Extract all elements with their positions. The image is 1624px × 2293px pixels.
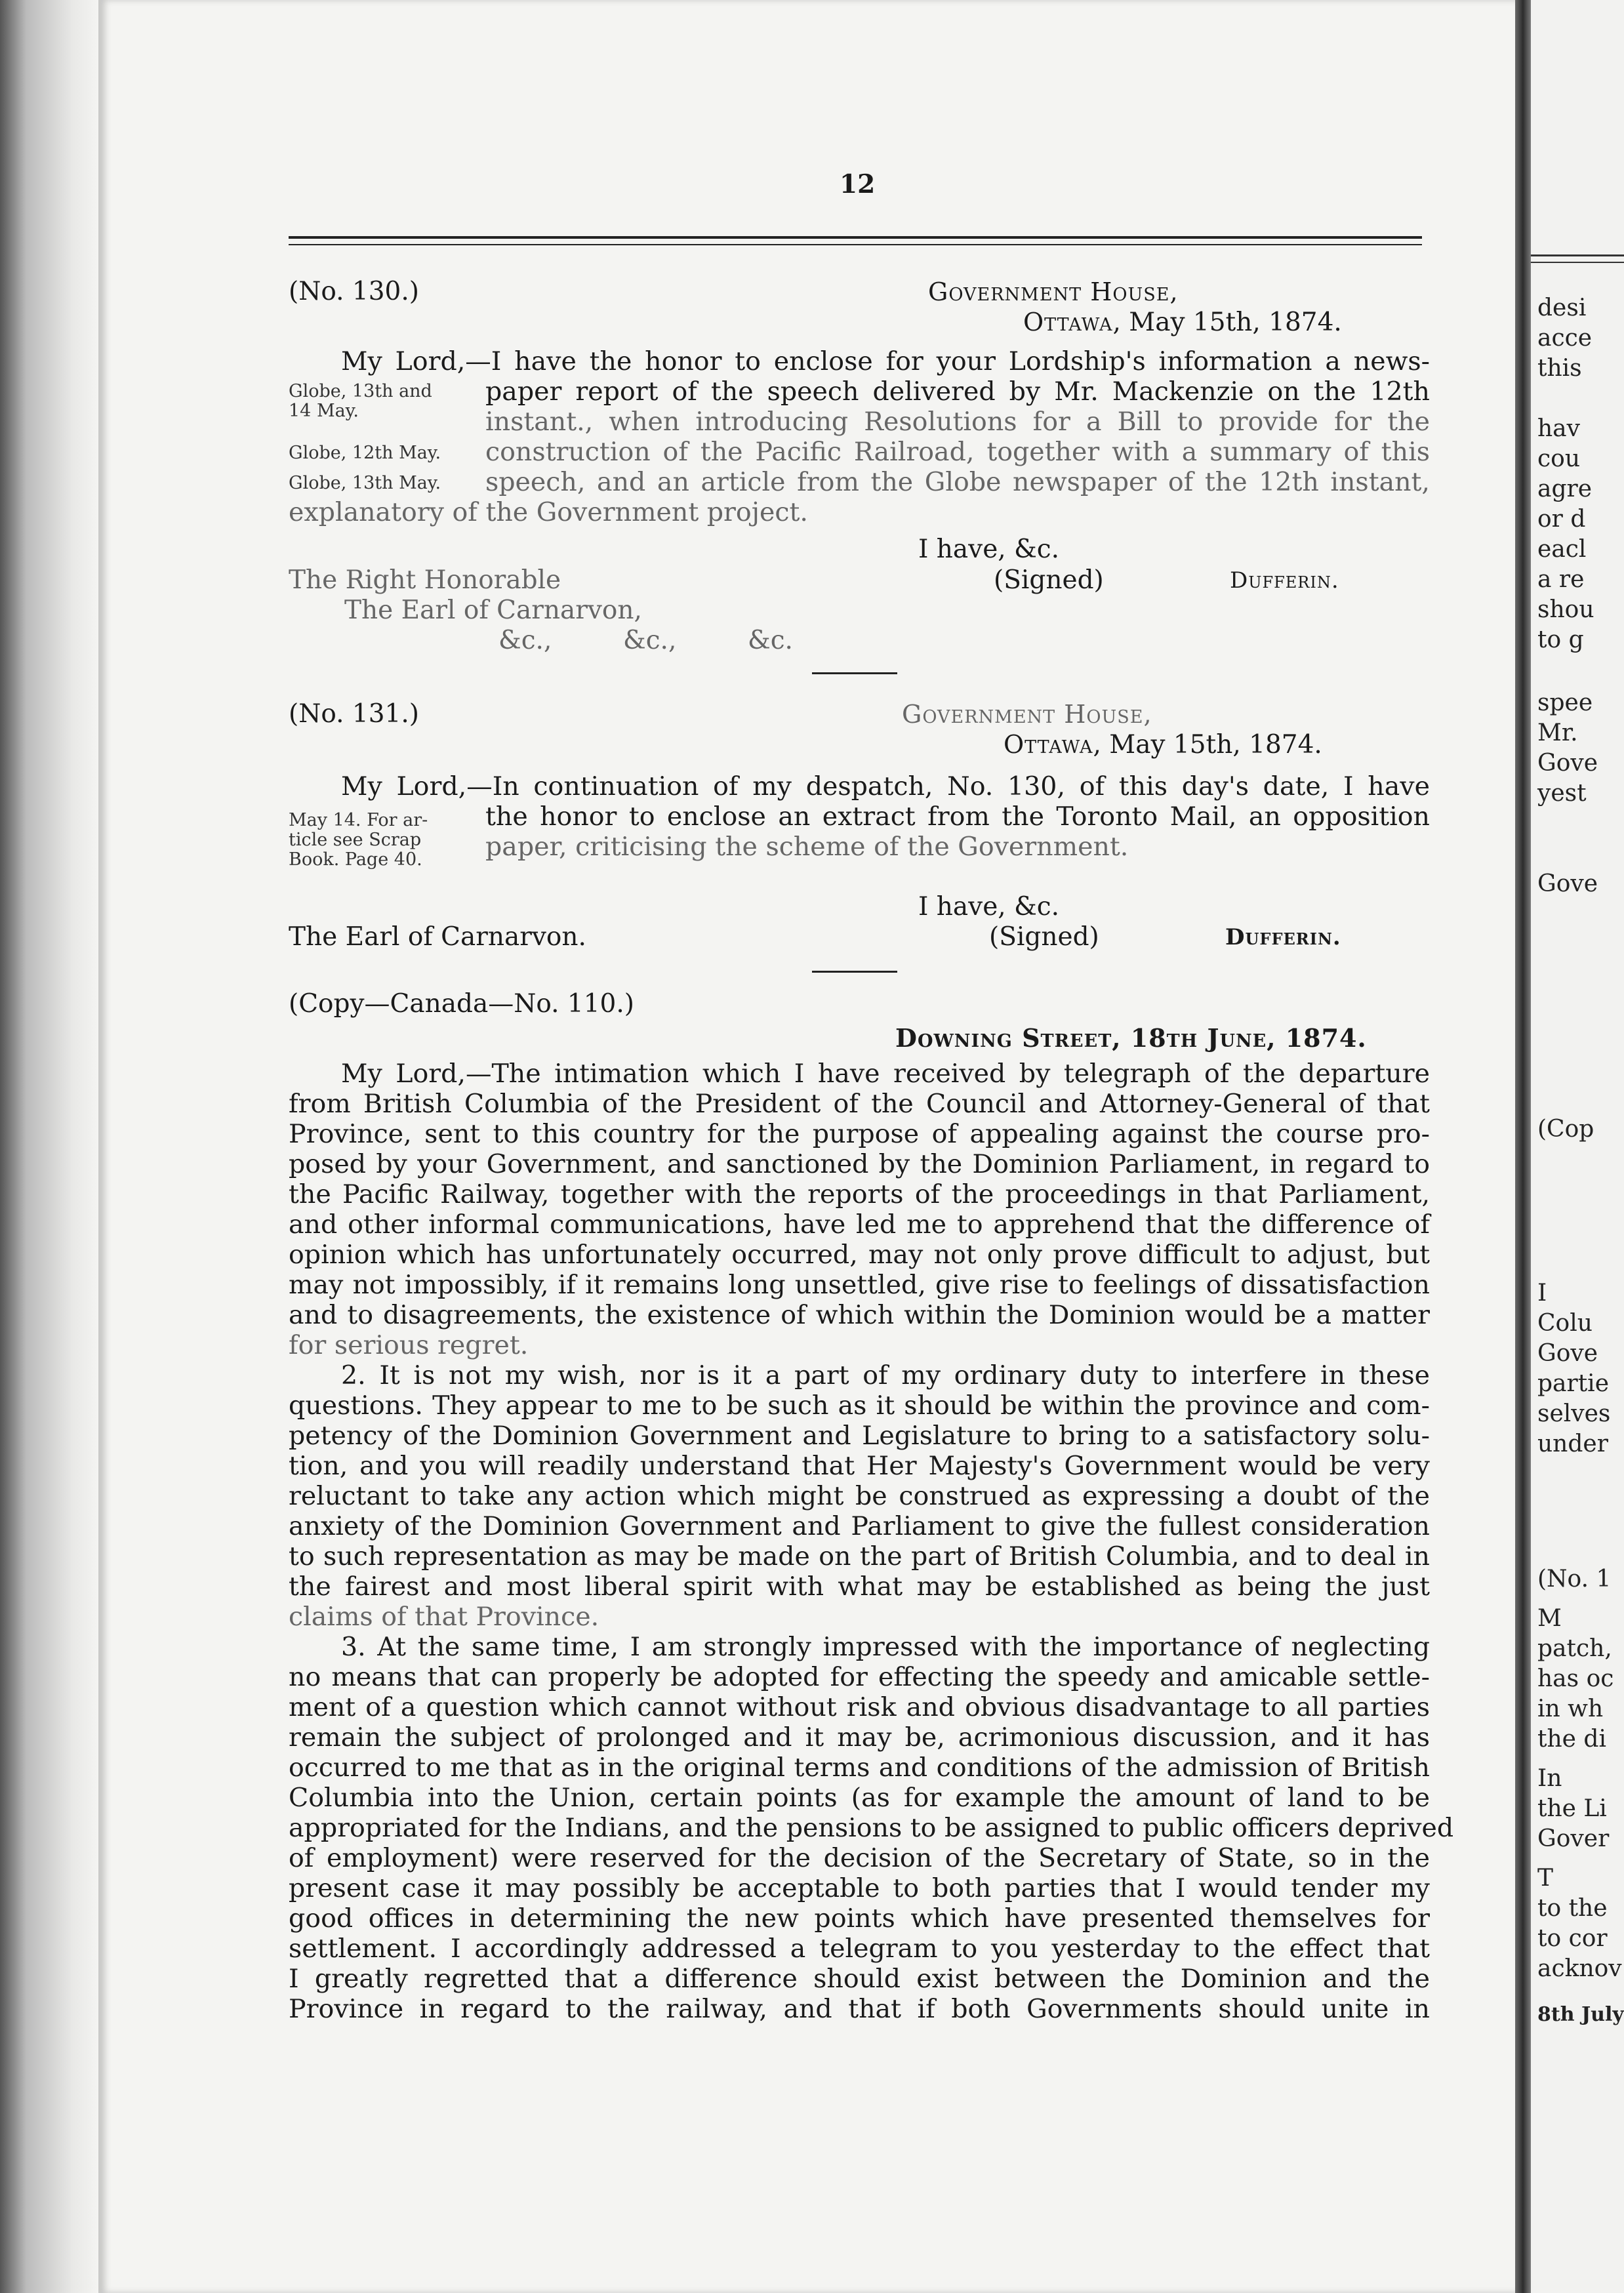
letter-body-line: tion, and you will readily understand that Her Majesty's Government would be very	[289, 1451, 1430, 1481]
binding-gutter	[1515, 0, 1531, 2293]
facing-page-text: this	[1537, 355, 1582, 382]
facing-page-text: partie	[1537, 1370, 1610, 1397]
recipient-line: &c.,	[623, 626, 677, 655]
signed-label: (Signed)	[989, 922, 1099, 952]
letter-body-line: reluctant to take any action which might be construed as expressing a doubt of the	[289, 1481, 1430, 1511]
letter-body-line: to such representation as may be made on the part of British Columbia, and to deal in	[289, 1541, 1430, 1572]
letter-body-line: Columbia into the Union, certain points (as for example the amount of land to be	[289, 1783, 1430, 1813]
letter-body-line: and to disagreements, the existence of which within the Dominion would be a matter	[289, 1300, 1430, 1330]
letter-body-line: My Lord,—I have the honor to enclose for your Lordship's information a news-	[341, 346, 1430, 376]
letter-body-line: Province, sent to this country for the purpose of appealing against the course pro-	[289, 1119, 1430, 1149]
facing-page-text: (Cop	[1537, 1116, 1594, 1143]
facing-page-text: I	[1537, 1280, 1547, 1307]
margin-note: 14 May.	[289, 401, 359, 421]
margin-note: Book. Page 40.	[289, 849, 422, 870]
facing-page-text: the Li	[1537, 1795, 1607, 1822]
letter-body-line: paper report of the speech delivered by Mr. Mackenzie on the 12th	[485, 376, 1430, 407]
letter-body-line: My Lord,—The intimation which I have received by telegraph of the departure	[341, 1059, 1430, 1089]
letter-body-line: settlement. I accordingly addressed a telegram to you yesterday to the effect that	[289, 1934, 1430, 1964]
letter-body-line: may not impossibly, if it remains long unsettled, give rise to feelings of dissatisfaction	[289, 1270, 1430, 1300]
signature: Dufferin.	[1225, 924, 1341, 950]
letter-body-line: anxiety of the Dominion Government and Parliament to give the fullest consideration	[289, 1511, 1430, 1541]
letter-body-line: Province in regard to the railway, and that if both Governments should unite in	[289, 1994, 1430, 2024]
section-divider	[812, 971, 897, 973]
letter-date: Ottawa, May 15th, 1874.	[1023, 308, 1342, 337]
margin-note: ticle see Scrap	[289, 830, 422, 850]
recipient-line: The Right Honorable	[289, 565, 561, 595]
facing-page-text: under	[1537, 1431, 1608, 1457]
facing-page-text: Gove	[1537, 750, 1598, 777]
recipient-line: &c.,	[498, 626, 552, 655]
facing-page-text: Gove	[1537, 870, 1598, 897]
facing-page-text: desi	[1537, 294, 1587, 321]
facing-page-text: has oc	[1537, 1665, 1614, 1692]
facing-page-text: M	[1537, 1605, 1562, 1632]
facing-page-fragment	[1531, 0, 1624, 2293]
facing-page-text: Colu	[1537, 1310, 1593, 1337]
recipient-line: The Earl of Carnarvon.	[289, 922, 586, 952]
signed-label: (Signed)	[994, 565, 1104, 595]
letter-body-line: paper, criticising the scheme of the Government.	[485, 832, 1129, 862]
margin-note: Globe, 13th May.	[289, 473, 441, 493]
letter-body-line: ment of a question which cannot without risk and obvious disadvantage to all parties	[289, 1692, 1430, 1722]
facing-page-text: a re	[1537, 566, 1585, 593]
facing-page-text: Gover	[1537, 1825, 1610, 1852]
page-edge-shadow	[0, 0, 98, 2293]
facing-page-text: to the	[1537, 1895, 1608, 1922]
facing-page-text: patch,	[1537, 1635, 1612, 1662]
letter-body-line: claims of that Province.	[289, 1602, 599, 1632]
letter-body-line: 2. It is not my wish, nor is it a part of my ordinary duty to interfere in these	[341, 1360, 1430, 1390]
facing-page-text: selves	[1537, 1400, 1611, 1427]
facing-page-text: to cor	[1537, 1925, 1608, 1952]
letter-body-line: posed by your Government, and sanctioned by the Dominion Parliament, in regard to	[289, 1149, 1430, 1179]
facing-page-text: Gove	[1537, 1340, 1598, 1367]
recipient-line: The Earl of Carnarvon,	[344, 596, 642, 625]
letter-date: Ottawa, May 15th, 1874.	[1004, 730, 1322, 760]
letter-number: (No. 131.)	[289, 699, 419, 729]
facing-page-text: the di	[1537, 1726, 1606, 1753]
letter-body-line: petency of the Dominion Government and Legislature to bring to a satisfactory solu-	[289, 1421, 1430, 1451]
letter-body-line: instant., when introducing Resolutions for a Bill to provide for the	[485, 407, 1430, 437]
letter-body-line: 3. At the same time, I am strongly impressed with the importance of neglecting	[341, 1632, 1430, 1662]
letter-body-line: from British Columbia of the President of the Council and Attorney-General of that	[289, 1089, 1430, 1119]
header-rule	[289, 236, 1422, 245]
letter-date: Downing Street, 18th June, 1874.	[895, 1023, 1367, 1053]
letter-body-line: I greatly regretted that a difference should exist between the Dominion and the	[289, 1964, 1430, 1994]
facing-page-text: (No. 1	[1537, 1566, 1612, 1593]
facing-page-text: Mr.	[1537, 720, 1578, 746]
letter-body-line: opinion which has unfortunately occurred, may not only prove difficult to adjust, but	[289, 1240, 1430, 1270]
letter-body-line: remain the subject of prolonged and it may be, acrimonious discussion, and it has	[289, 1722, 1430, 1753]
facing-page-text: to g	[1537, 626, 1584, 653]
letter-body-line: present case it may possibly be acceptable to both parties that I would tender my	[289, 1873, 1430, 1903]
letter-number: (Copy—Canada—No. 110.)	[289, 989, 634, 1019]
letter-body-line: no means that can properly be adopted for effecting the speedy and amicable settle-	[289, 1662, 1430, 1692]
letter-closing: I have, &c.	[918, 535, 1060, 564]
letter-number: (No. 130.)	[289, 277, 419, 306]
facing-page-text: yest	[1537, 780, 1587, 807]
letter-body-line: and other informal communications, have led me to apprehend that the difference of	[289, 1209, 1430, 1240]
margin-note: Globe, 12th May.	[289, 443, 441, 463]
letter-address: Government House,	[928, 277, 1179, 306]
section-divider	[812, 672, 897, 674]
letter-body-line: explanatory of the Government project.	[289, 497, 808, 527]
facing-page-text: spee	[1537, 689, 1593, 716]
facing-page-rule	[1531, 254, 1624, 263]
letter-body-line: appropriated for the Indians, and the pensions to be assigned to public officers deprived	[289, 1813, 1454, 1843]
letter-body-line: for serious regret.	[289, 1330, 529, 1360]
page-number: 12	[840, 169, 876, 199]
letter-closing: I have, &c.	[918, 892, 1060, 922]
facing-page-text: in wh	[1537, 1695, 1604, 1722]
facing-page-text: 8th July	[1537, 2003, 1624, 2026]
facing-page-text: hav	[1537, 415, 1580, 442]
facing-page-text: acce	[1537, 325, 1593, 352]
facing-page-text: eacl	[1537, 536, 1587, 563]
facing-page-text: shou	[1537, 596, 1594, 623]
margin-note: Globe, 13th and	[289, 381, 432, 401]
letter-body-line: questions. They appear to me to be such as it should be within the province and com-	[289, 1390, 1430, 1421]
signature: Dufferin.	[1230, 567, 1339, 594]
facing-page-text: agre	[1537, 476, 1593, 502]
letter-body-line: good offices in determining the new points which have presented themselves for	[289, 1903, 1430, 1934]
letter-body-line: speech, and an article from the Globe newspaper of the 12th instant,	[485, 467, 1430, 497]
facing-page-text: or d	[1537, 506, 1586, 533]
letter-body-line: the Pacific Railway, together with the reports of the proceedings in that Parliament,	[289, 1179, 1430, 1209]
letter-body-line: My Lord,—In continuation of my despatch, No. 130, of this day's date, I have	[341, 771, 1430, 802]
facing-page-text: In	[1537, 1765, 1562, 1792]
recipient-line: &c.	[748, 626, 793, 655]
facing-page-text: T	[1537, 1865, 1554, 1892]
letter-body-line: the fairest and most liberal spirit with what may be established as being the just	[289, 1572, 1430, 1602]
letter-body-line: of employment) were reserved for the decision of the Secretary of State, so in the	[289, 1843, 1430, 1873]
letter-body-line: occurred to me that as in the original terms and conditions of the admission of British	[289, 1753, 1430, 1783]
letter-body-line: the honor to enclose an extract from the Toronto Mail, an opposition	[485, 802, 1430, 832]
facing-page-text: acknov	[1537, 1955, 1622, 1982]
letter-address: Government House,	[902, 700, 1152, 729]
facing-page-text: cou	[1537, 445, 1581, 472]
letter-body-line: construction of the Pacific Railroad, together with a summary of this	[485, 437, 1430, 467]
margin-note: May 14. For ar-	[289, 810, 428, 830]
